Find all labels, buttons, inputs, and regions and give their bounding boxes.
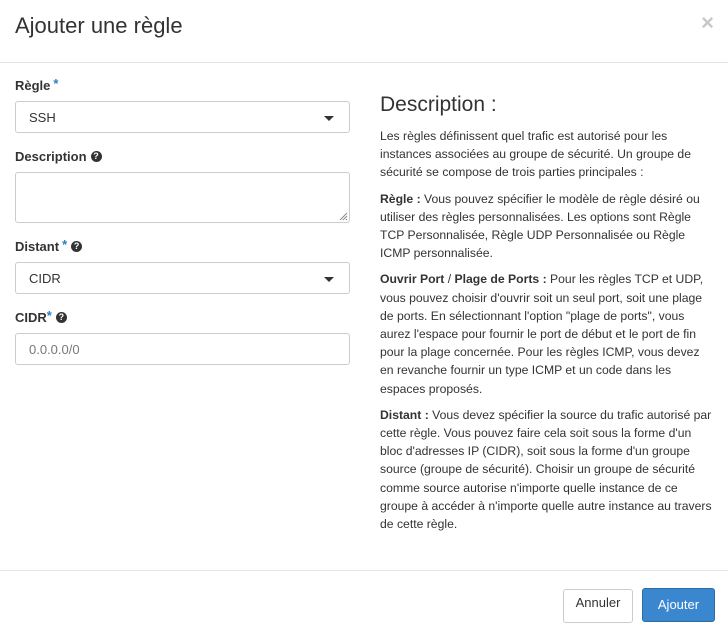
cidr-placeholder: 0.0.0.0/0 — [29, 342, 80, 357]
required-marker: * — [46, 308, 52, 323]
caret-down-icon — [324, 116, 334, 121]
dialog-header — [0, 0, 728, 63]
question-circle-icon[interactable]: ? — [91, 151, 102, 162]
description-label: Description ? — [15, 149, 102, 164]
rule-label: Règle * — [15, 76, 59, 93]
dialog-footer — [0, 570, 728, 635]
add-button[interactable]: Ajouter — [642, 588, 715, 622]
help-remote-paragraph: Distant : Vous devez spécifier la source du trafic autorisé par cette règle. Vous pouvez faire cela soit sous la forme d'un bloc d'adresses IP (CIDR), soit sous la forme d'un groupe source (groupe de sécurité). Choisir un groupe de sécurité comme source autorise n'importe quelle instance de ce groupe à accéder à n'importe quelle autre instance au travers de cette règle. — [380, 407, 712, 532]
close-icon[interactable]: × — [701, 10, 714, 35]
question-circle-icon[interactable]: ? — [56, 312, 67, 323]
description-textarea[interactable] — [15, 172, 350, 223]
cancel-button[interactable]: Annuler — [563, 589, 633, 623]
cidr-input[interactable] — [15, 333, 350, 365]
rule-select-value: SSH — [29, 110, 56, 125]
help-rule-paragraph: Règle : Vous pouvez spécifier le modèle de règle désiré ou utiliser des règles personnalisées. Les options sont Règle TCP Personnalisée, Règle UDP Personnalisée ou Règle ICMP personnalisée. — [380, 191, 700, 261]
remote-select-value: CIDR — [29, 271, 61, 286]
remote-select[interactable] — [15, 262, 350, 294]
help-intro: Les règles définissent quel trafic est autorisé pour les instances associées au groupe de sécurité. Un groupe de sécurité se compose de trois parties principales : — [380, 129, 691, 180]
remote-label: Distant * ? — [15, 239, 82, 254]
cidr-label: CIDR* ? — [15, 310, 67, 325]
help-heading: Description : — [380, 93, 497, 116]
caret-down-icon — [324, 277, 334, 282]
help-port-paragraph: Ouvrir Port / Plage de Ports : Pour les règles TCP et UDP, vous pouvez choisir d'ouvrir soit un seul port, soit une plage de ports. En sélectionnant l'option "plage de ports", vous aurez l'espace pour fournir le port de début et le port de fin pour la plage concernée. Pour les règles ICMP, vous devez en revanche fournir un type ICMP et un code dans les espaces proposés. — [380, 272, 704, 396]
help-panel — [380, 92, 716, 541]
question-circle-icon[interactable]: ? — [71, 241, 82, 252]
dialog-title: Ajouter une règle — [15, 13, 183, 38]
rule-select[interactable] — [15, 101, 350, 133]
required-marker: * — [62, 237, 68, 252]
resize-grip-icon[interactable] — [339, 212, 348, 221]
required-marker: * — [53, 76, 59, 91]
